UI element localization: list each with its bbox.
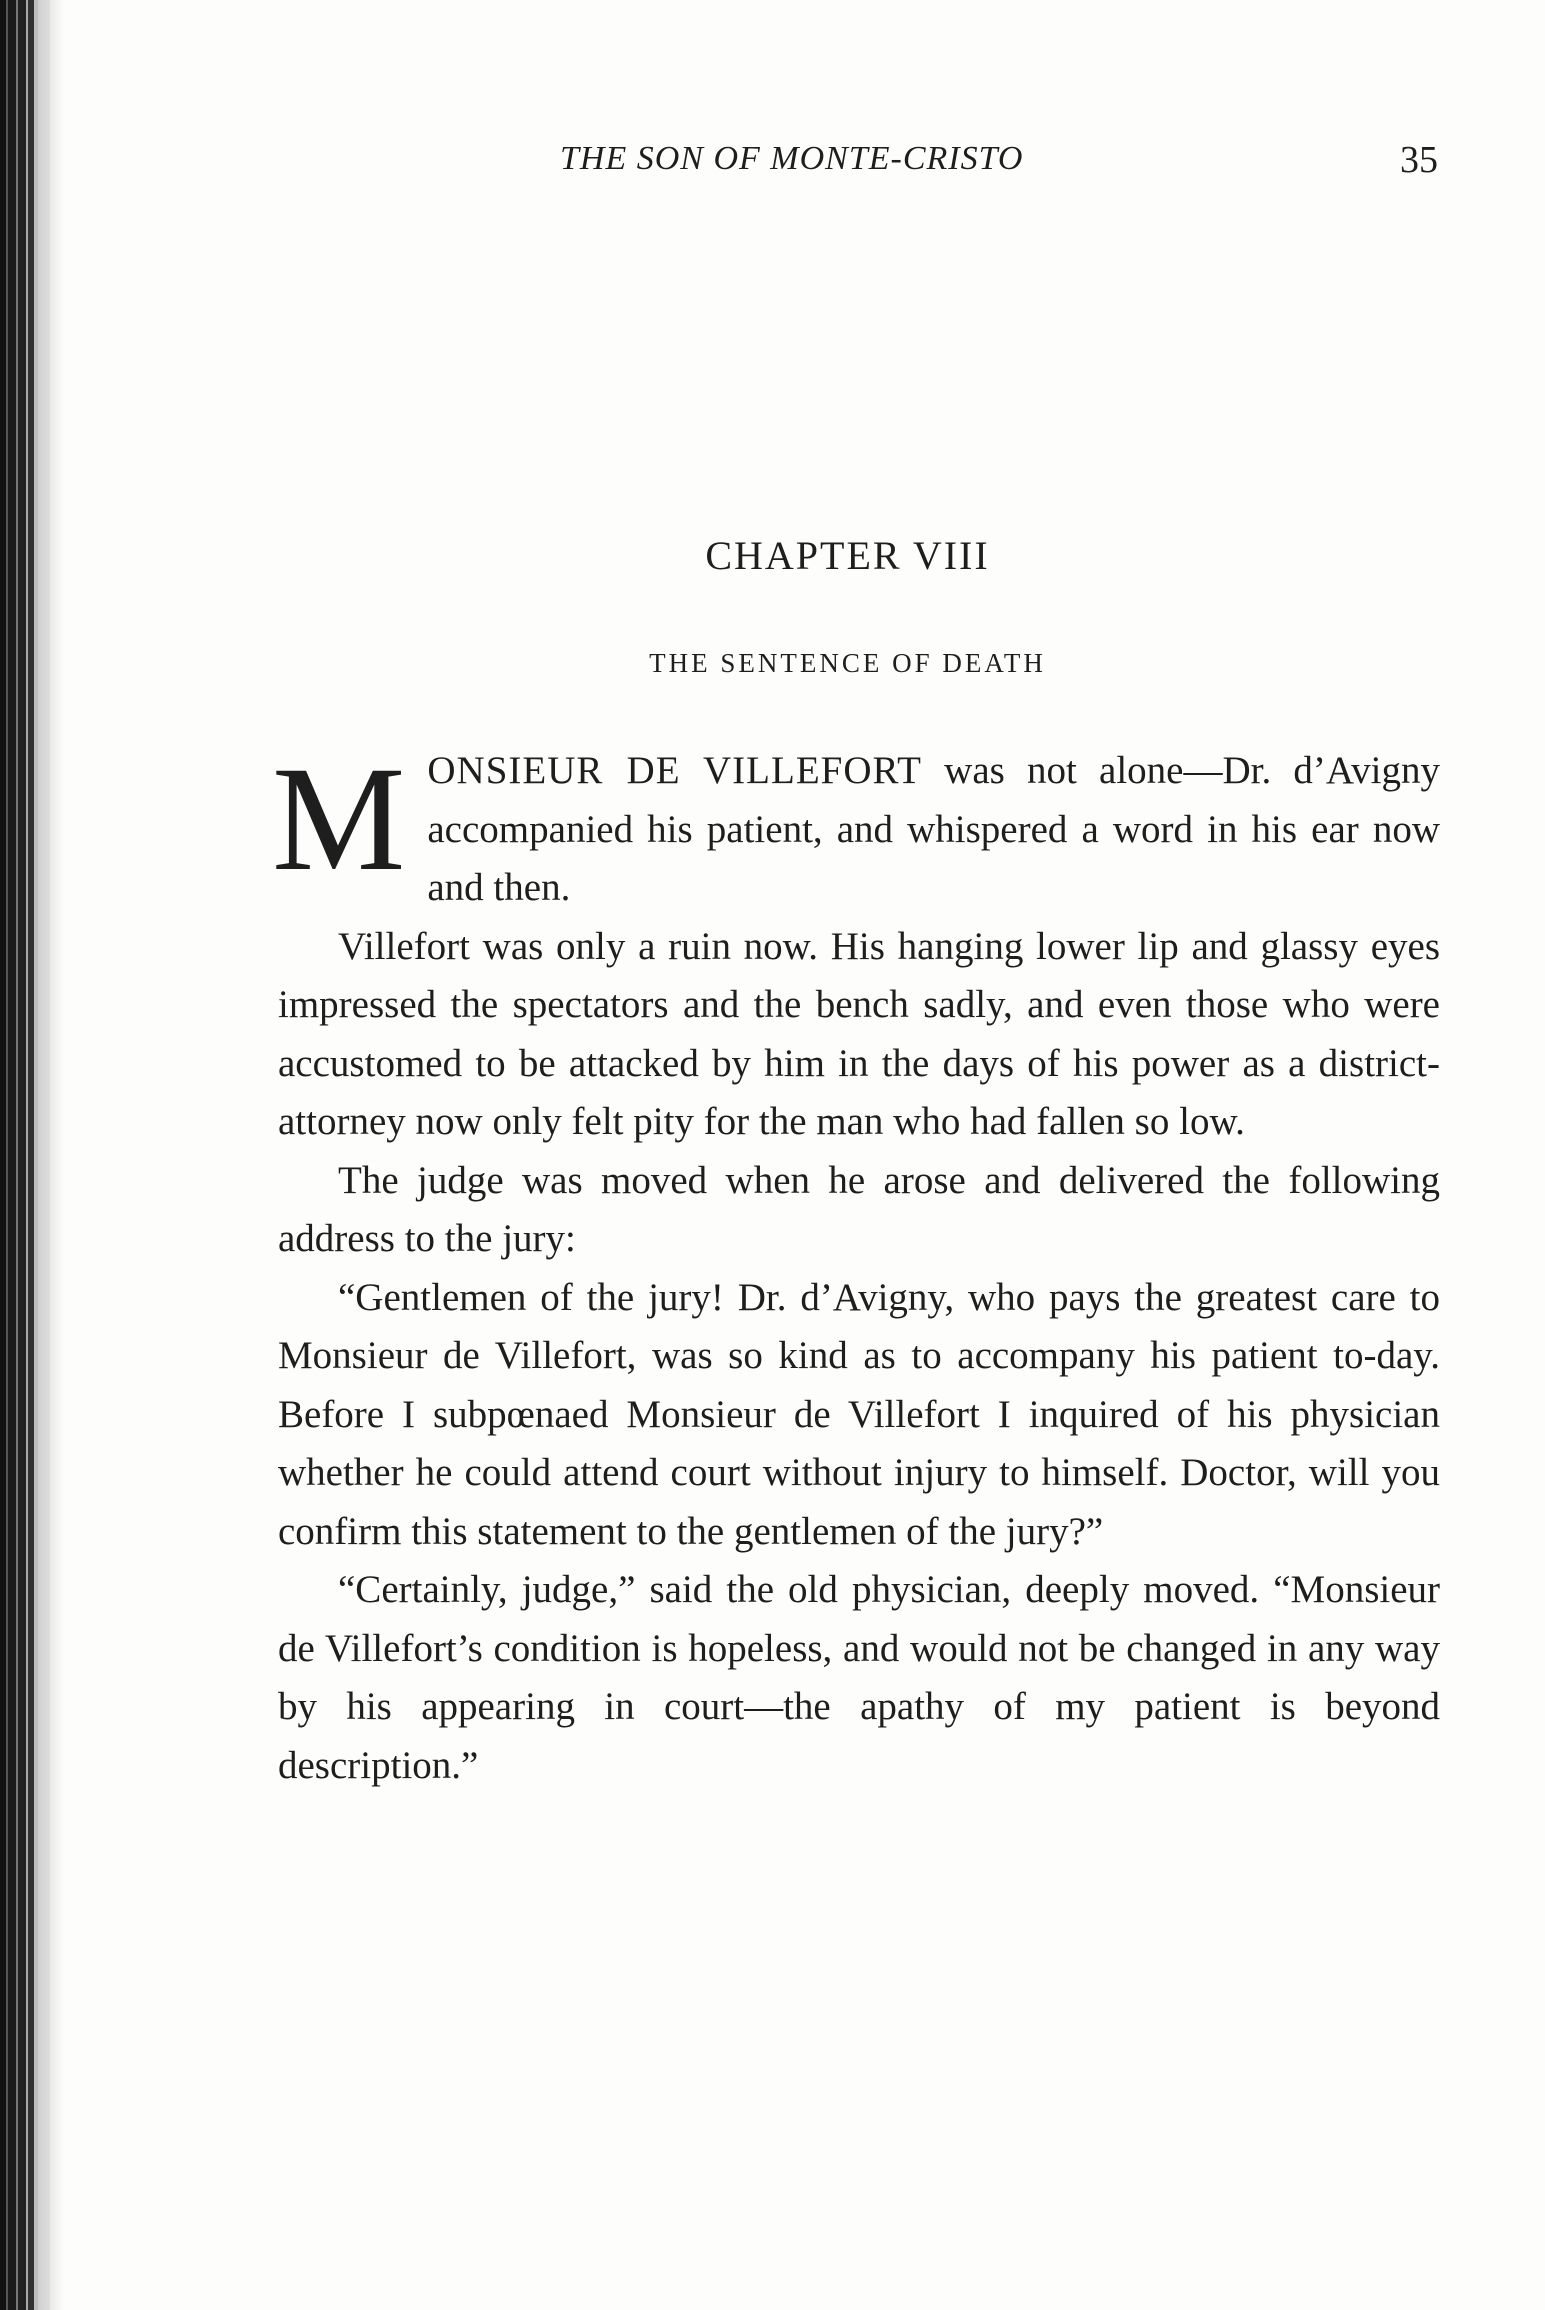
paragraph-1 <box>272 736 1440 918</box>
chapter-body <box>272 736 1440 1795</box>
paragraph-2: Villefort was only a ruin now. His hanging lower lip and glassy eyes impressed the spectators and the bench sadly, and even those who were accustomed to be attacked by him in the days of his power as a district-attorney now only felt pity for the man who had fallen so low. <box>278 924 1440 1143</box>
chapter-subtitle: THE SENTENCE OF DEATH <box>649 648 1046 678</box>
drop-cap-letter: M <box>272 736 406 902</box>
page-number: 35 <box>1400 139 1438 181</box>
binding-shadow <box>34 0 64 2310</box>
paragraph-3: The judge was moved when he arose and delivered the following address to the jury: <box>278 1158 1440 1260</box>
chapter-title: CHAPTER VIII <box>705 533 990 578</box>
paragraph-5: “Certainly, judge,” said the old physician, deeply moved. “Monsieur de Villefort’s condition is hopeless, and would not be changed in any way by his appearing in court—the apathy of my patient is beyond description.” <box>278 1568 1440 1787</box>
paragraph-4: “Gentlemen of the jury! Dr. d’Avigny, who pays the greatest care to Monsieur de Villefort, was so kind as to accompany his patient to-day. Before I subpœnaed Monsieur de Villefort I inquired of his physician whether he could attend court without injury to himself. Doctor, will you confirm this statement to the gentlemen of the jury?” <box>278 1275 1440 1553</box>
running-head-title: THE SON OF MONTE-CRISTO <box>560 140 1024 177</box>
opening-small-caps: ONSIEUR DE VILLEFORT <box>427 749 922 792</box>
paragraph-1-text: was not alone—Dr. d’Avigny accompanied his patient, and whispered a word in his ear now and then. <box>427 749 1440 909</box>
